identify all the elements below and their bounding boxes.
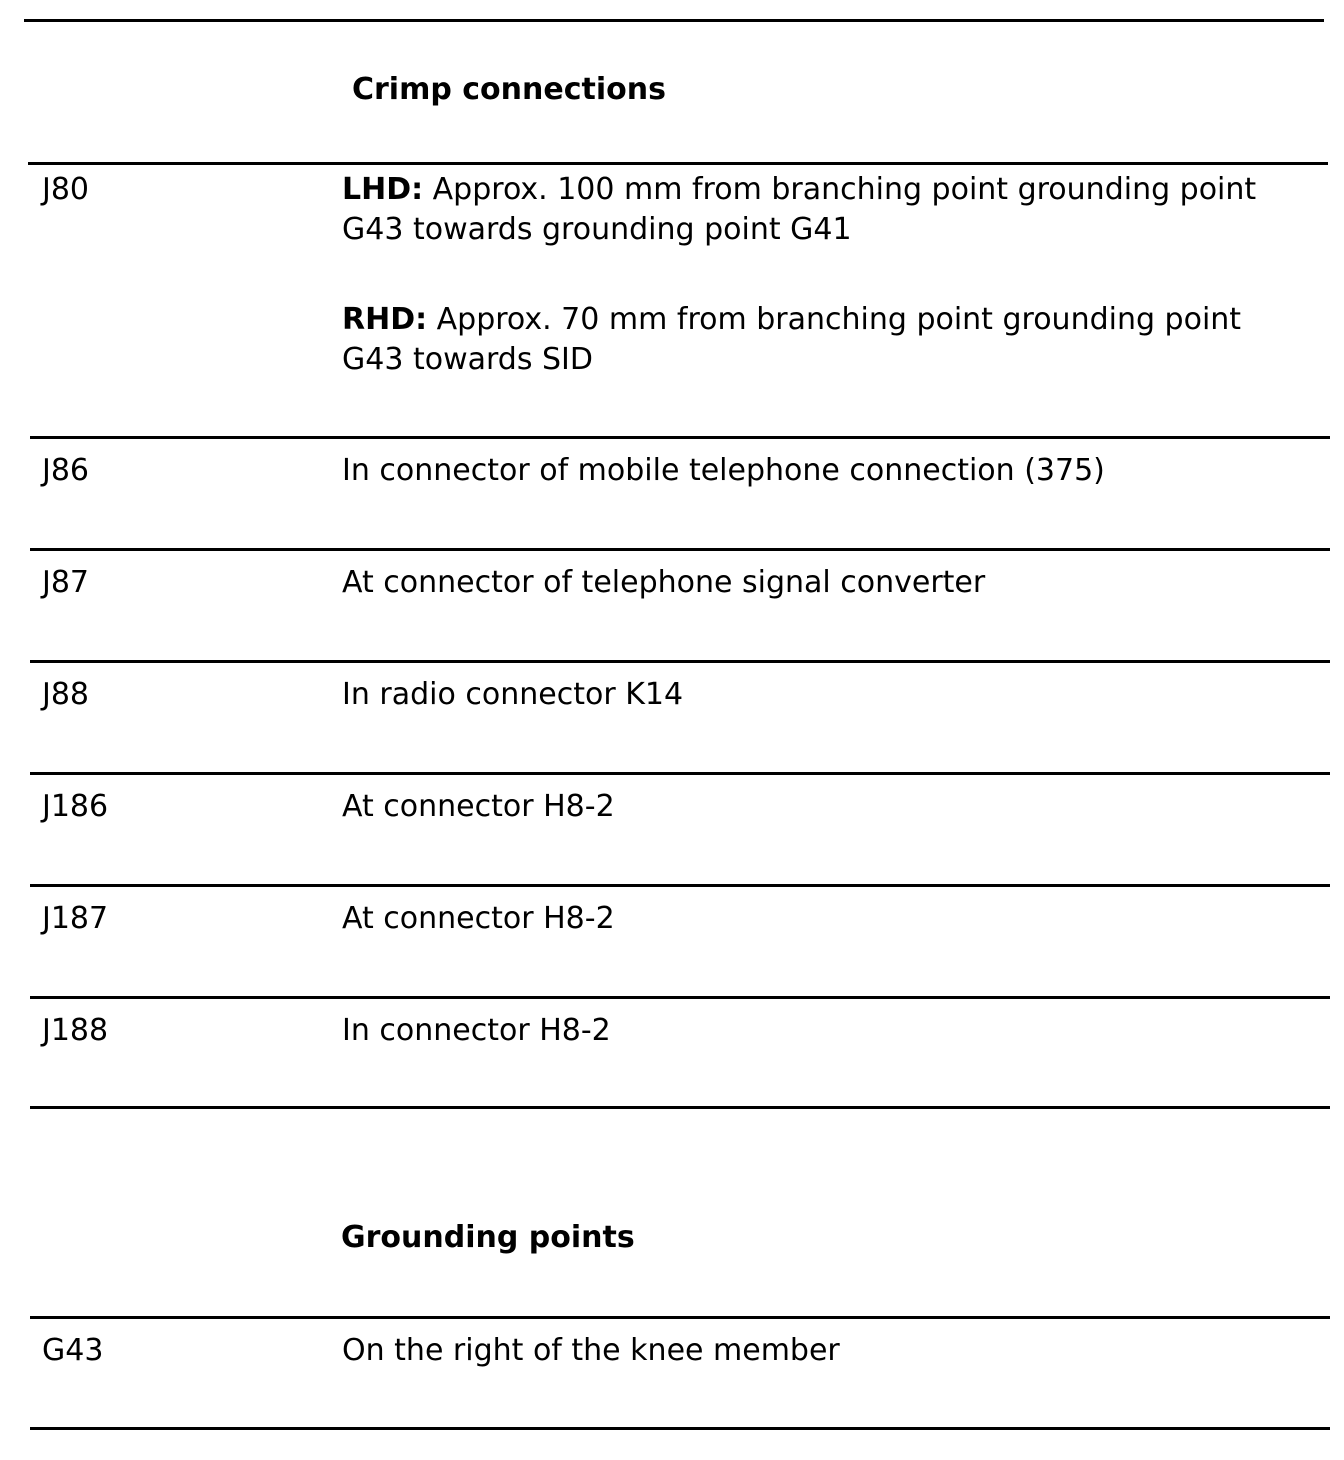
- connection-code-j87: J87: [42, 565, 90, 600]
- grounding-code-g43: G43: [42, 1333, 104, 1368]
- crimp-connections-heading: Crimp connections: [352, 72, 666, 107]
- grounding-points-heading: Grounding points: [341, 1220, 635, 1255]
- connection-description-j186: At connector H8-2: [342, 789, 615, 824]
- connection-code-j187: J187: [42, 901, 109, 936]
- crimp-header-rule: [28, 162, 1328, 165]
- row-rule-j188: [30, 996, 1330, 999]
- lhd-text: Approx. 100 mm from branching point grounding point G43 towards grounding point G41: [342, 172, 1257, 247]
- lhd-label: LHD:: [342, 172, 424, 207]
- connection-code-j86: J86: [42, 453, 90, 488]
- connection-description-j80: [342, 170, 1302, 380]
- row-rule-j87: [30, 548, 1330, 551]
- grounding-description-g43: On the right of the knee member: [342, 1333, 840, 1368]
- connection-code-j88: J88: [42, 677, 90, 712]
- row-rule-j86: [30, 436, 1330, 439]
- rhd-label: RHD:: [342, 302, 428, 337]
- connection-description-j188: In connector H8-2: [342, 1013, 611, 1048]
- row-rule-j88: [30, 660, 1330, 663]
- connection-description-j86: In connector of mobile telephone connection (375): [342, 453, 1105, 488]
- row-rule-j186: [30, 772, 1330, 775]
- row-rule-j187: [30, 884, 1330, 887]
- connection-description-j187: At connector H8-2: [342, 901, 615, 936]
- connection-code-j186: J186: [42, 789, 109, 824]
- connection-code-j188: J188: [42, 1013, 109, 1048]
- connection-description-j87: At connector of telephone signal converter: [342, 565, 986, 600]
- crimp-bottom-rule: [30, 1106, 1330, 1109]
- rhd-paragraph: [342, 300, 1302, 380]
- grounding-header-rule: [30, 1316, 1330, 1319]
- connection-code-j80: J80: [42, 172, 90, 207]
- grounding-bottom-rule: [30, 1427, 1330, 1430]
- top-rule: [24, 19, 1324, 22]
- connection-description-j88: In radio connector K14: [342, 677, 684, 712]
- rhd-text: Approx. 70 mm from branching point grounding point G43 towards SID: [342, 302, 1242, 377]
- lhd-paragraph: [342, 170, 1302, 250]
